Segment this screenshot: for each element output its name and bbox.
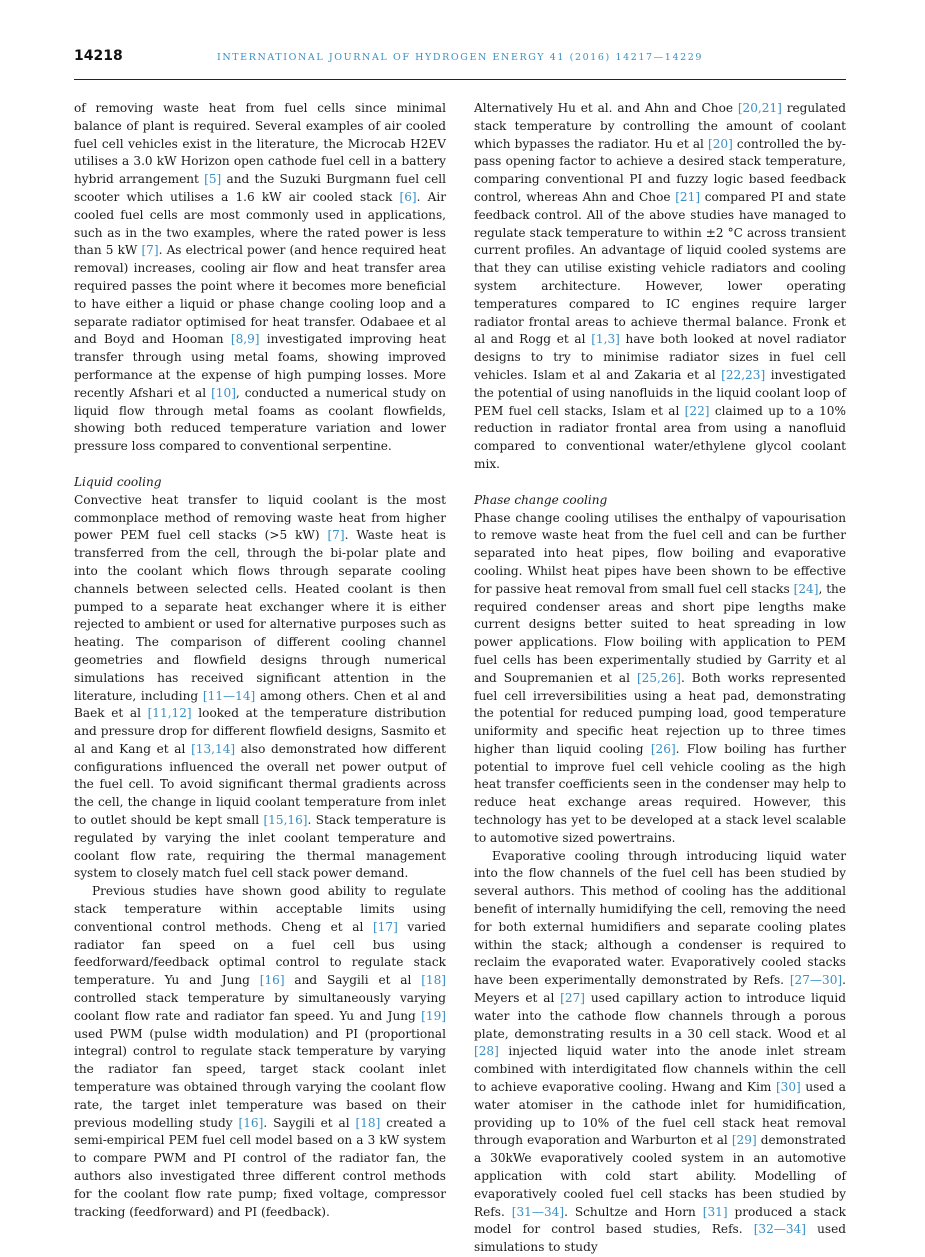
paragraph-text: have both looked at novel radiator designs to try to minimise radiator sizes in fuel cell vehicles. Islam et al and Zakaria et al <box>474 332 846 382</box>
paragraph-text: Previous studies have shown good ability to regulate stack temperature within acceptable limits using conventional control methods. Cheng et al <box>74 884 446 934</box>
citation-link[interactable]: [27] <box>560 991 585 1006</box>
paragraph-text: Evaporative cooling through introducing liquid water into the flow channels of the fuel cell has been studied by several authors. This method of cooling has the additional benefit of internally humidifying the cell, removing the need for both external humidifiers and separate cooling plates within the stack; although a condenser is required to reclaim the evaporated water. Evaporatively cooled stacks have been experimentally demonstrated by Refs. <box>474 848 846 988</box>
paragraph-text: . Saygili et al <box>263 1115 356 1130</box>
citation-link[interactable]: [7] <box>141 243 159 258</box>
page-number: 14218 <box>74 48 123 64</box>
journal-title: INTERNATIONAL JOURNAL OF HYDROGEN ENERGY 41 (2016) 14217—14229 <box>216 52 704 63</box>
paragraph-text: . Meyers et al <box>474 973 846 1006</box>
citation-link[interactable]: [15,16] <box>263 813 308 828</box>
paragraph-text: claimed up to a 10% reduction in radiator frontal area from using a nanofluid compared to conventional water/ethylene glycol coolant mix. <box>474 403 846 471</box>
paragraph-text: produced a stack model for control based studies, Refs. <box>474 1204 846 1237</box>
citation-link[interactable]: [31—34] <box>511 1204 565 1219</box>
citation-link[interactable]: [7] <box>327 528 345 543</box>
citation-link[interactable]: [22] <box>684 403 710 418</box>
right-paragraph-3 <box>474 848 846 1257</box>
citation-link[interactable]: [5] <box>204 172 222 187</box>
paragraph-text: created a semi-empirical PEM fuel cell model based on a 3 kW system to compare PWM and PI control of the radiator fan, the authors also investigated three different control methods for the coolant flow rate pump; fixed voltage, compressor tracking (feedforward) and PI (feedback). <box>74 1115 446 1219</box>
citation-link[interactable]: [16] <box>259 973 285 988</box>
paragraph-text: Convective heat transfer to liquid coolant is the most commonplace method of removing waste heat from higher power PEM fuel cell stacks (>5 kW) <box>74 492 446 543</box>
page-header <box>74 48 846 70</box>
citation-link[interactable]: [11,12] <box>147 706 192 721</box>
paragraph-text: looked at the temperature distribution and pressure drop for different flowfield designs, Sasmito et al and Kang et al <box>74 706 446 756</box>
paragraph-text: , conducted a numerical study on liquid flow through metal foams as coolant flowfields, showing both reduced temperature variation and lower pressure loss compared to conventional serpentine. <box>74 385 446 454</box>
paragraph-text: demonstrated a 30kWe evaporatively cooled system in an automotive application with cold start ability. Modelling of evaporatively cooled fuel cell stacks has been studied by Refs. <box>474 1133 846 1219</box>
paragraph-text: used capillary action to introduce liquid water into the cathode flow channels through a porous plate, demonstrating results in a 30 cell stack. Wood et al <box>474 991 846 1041</box>
right-column <box>474 100 846 1257</box>
left-paragraph-1 <box>74 100 446 456</box>
paragraph-text: . Flow boiling has further potential to improve fuel cell vehicle cooling as the high heat transfer coefficients seen in the condenser may help to reduce heat exchange areas required. However, this technology has yet to be developed at a stack level scalable to automotive sized powertrains. <box>474 741 846 845</box>
citation-link[interactable]: [19] <box>421 1008 446 1023</box>
citation-link[interactable]: [30] <box>775 1080 801 1095</box>
section-heading-liquid-cooling: Liquid cooling <box>74 474 162 489</box>
citation-link[interactable]: [13,14] <box>191 741 236 756</box>
paragraph-text: . Schultze and Horn <box>564 1204 703 1219</box>
left-paragraph-3 <box>74 883 446 1221</box>
citation-link[interactable]: [27—30] <box>789 973 843 988</box>
citation-link[interactable]: [24] <box>793 581 819 596</box>
paragraph-text: controlled the by-pass opening factor to achieve a desired stack temperature, comparing conventional PI and fuzzy logic based feedback control, whereas Ahn and Choe <box>474 136 846 204</box>
paragraph-text: compared PI and state feedback control. All of the above studies have managed to regulate stack temperature to within ±2 °C across transient current profiles. An advantage of liquid cooled systems are that they can utilise existing vehicle radiators and cooling system architecture. However, lower operating temperatures compared to IC engines require larger radiator frontal areas to achieve thermal balance. Fronk et al and Rogg et al <box>474 189 846 347</box>
citation-link[interactable]: [28] <box>474 1044 499 1059</box>
paragraph-text: used PWM (pulse width modulation) and PI (proportional integral) control to regulate stack temperature by varying the radiator fan speed, target stack coolant inlet temperature was obtained through varying the coolant flow rate, the target inlet temperature was based on their previous modelling study <box>74 1026 446 1130</box>
citation-link[interactable]: [32—34] <box>753 1222 807 1237</box>
right-paragraph-1 <box>474 100 846 474</box>
citation-link[interactable]: [8,9] <box>230 332 260 347</box>
paragraph-text: injected liquid water into the anode inlet stream combined with interdigitated flow channels within the cell to achieve evaporative cooling. Hwang and Kim <box>474 1044 846 1095</box>
paragraph-text: investigated the potential of using nanofluids in the liquid coolant loop of PEM fuel cell stacks, Islam et al <box>474 367 846 418</box>
paragraph-text: regulated stack temperature by controlling the amount of coolant which bypasses the radiator. Hu et al <box>474 101 847 151</box>
paragraph-text: . Both works represented fuel cell irreversibilities using a heat pad, demonstrating the potential for reduced pumping load, good temperature uniformity and specific heat rejection up to three times higher than liquid cooling <box>474 670 847 756</box>
citation-link[interactable]: [25,26] <box>636 670 682 685</box>
paragraph-text: used a water atomiser in the cathode inlet for humidification, providing up to 10% of the fuel cell stack heat removal through evaporation and Warburton et al <box>474 1080 846 1148</box>
citation-link[interactable]: [1,3] <box>591 332 620 347</box>
citation-link[interactable]: [31] <box>702 1204 728 1219</box>
citation-link[interactable]: [18] <box>355 1115 381 1130</box>
citation-link[interactable]: [11—14] <box>202 688 256 703</box>
section-heading-phase-change-cooling: Phase change cooling <box>474 492 608 507</box>
paragraph-text: and the Suzuki Burgmann fuel cell scooter which utilises a 1.6 kW air cooled stack <box>74 172 446 204</box>
paragraph-text: . Air cooled fuel cells are most commonly used in applications, such as in the two examples, where the rated power is less than 5 kW <box>74 189 447 258</box>
paragraph-text: . Waste heat is transferred from the cell, through the bi-polar plate and into the coolant which flows through separate cooling channels between selected cells. Heated coolant is then pumped to a separate heat exchanger where it is either rejected to ambient or used for alternative purposes such as heating. The comparison of different cooling channel geometries and flowfield designs through numerical simulations has received significant attention in the literature, including <box>74 528 447 703</box>
left-column <box>74 100 446 1221</box>
paragraph-text: among others. Chen et al and Baek et al <box>74 688 446 721</box>
citation-link[interactable]: [6] <box>399 189 417 204</box>
header-rule <box>74 79 846 80</box>
paragraph-text: of removing waste heat from fuel cells since minimal balance of plant is required. Several examples of air cooled fuel cell vehicles exist in the literature, the Microcab H2EV utilises a 3.0 kW Horizon open cathode fuel cell in a battery hybrid arrangement <box>74 101 446 187</box>
citation-link[interactable]: [20,21] <box>737 101 782 115</box>
paragraph-text: investigated improving heat transfer through using metal foams, showing improved performance at the expense of high pumping losses. More recently Afshari et al <box>74 332 446 400</box>
citation-link[interactable]: [20] <box>708 136 733 151</box>
citation-link[interactable]: [22,23] <box>721 367 766 382</box>
paragraph-text: . As electrical power (and hence required heat removal) increases, cooling air flow and heat transfer area required passes the point where it becomes more beneficial to have either a liquid or phase change cooling loop and a separate radiator optimised for heat transfer. Odabaee et al and Boyd and Hooman <box>74 243 447 347</box>
paragraph-text: . Stack temperature is regulated by varying the inlet coolant temperature and coolant flow rate, requiring the thermal management system to closely match fuel cell stack power demand. <box>74 813 446 881</box>
paragraph-text: varied radiator fan speed on a fuel cell bus using feedforward/feedback optimal control to regulate stack temperature. Yu and Jung <box>74 919 446 988</box>
paragraph-text: also demonstrated how different configurations influenced the overall net power output of the fuel cell. To avoid significant thermal gradients across the cell, the change in liquid coolant temperature from inlet to outlet should be kept small <box>74 741 446 828</box>
left-paragraph-2 <box>74 492 446 884</box>
paragraph-text: used simulations to study <box>474 1222 846 1255</box>
paragraph-text: and Saygili et al <box>284 973 422 988</box>
paragraph-text: Phase change cooling utilises the enthalpy of vapourisation to remove waste heat from the fuel cell and can be further separated into heat pipes, flow boiling and evaporative cooling. Whilst heat pipes have been shown to be effective for passive heat removal from small fuel cell stacks <box>474 510 846 596</box>
paragraph-text: Alternatively Hu et al. and Ahn and Choe <box>474 101 738 115</box>
paragraph-text: , the required condenser areas and short pipe lengths make current designs better suited to heat spreading in low power applications. Flow boiling with application to PEM fuel cells has been experimentally studied by Garrity et al and Soupremanien et al <box>474 581 847 685</box>
citation-link[interactable]: [16] <box>238 1115 264 1130</box>
citation-link[interactable]: [17] <box>372 919 398 934</box>
citation-link[interactable]: [18] <box>421 973 447 988</box>
right-paragraph-2 <box>474 510 846 848</box>
citation-link[interactable]: [29] <box>731 1133 757 1148</box>
paragraph-text: controlled stack temperature by simultaneously varying coolant flow rate and radiator fan speed. Yu and Jung <box>74 991 446 1023</box>
citation-link[interactable]: [10] <box>211 385 236 400</box>
citation-link[interactable]: [21] <box>675 189 701 204</box>
citation-link[interactable]: [26] <box>650 741 676 756</box>
